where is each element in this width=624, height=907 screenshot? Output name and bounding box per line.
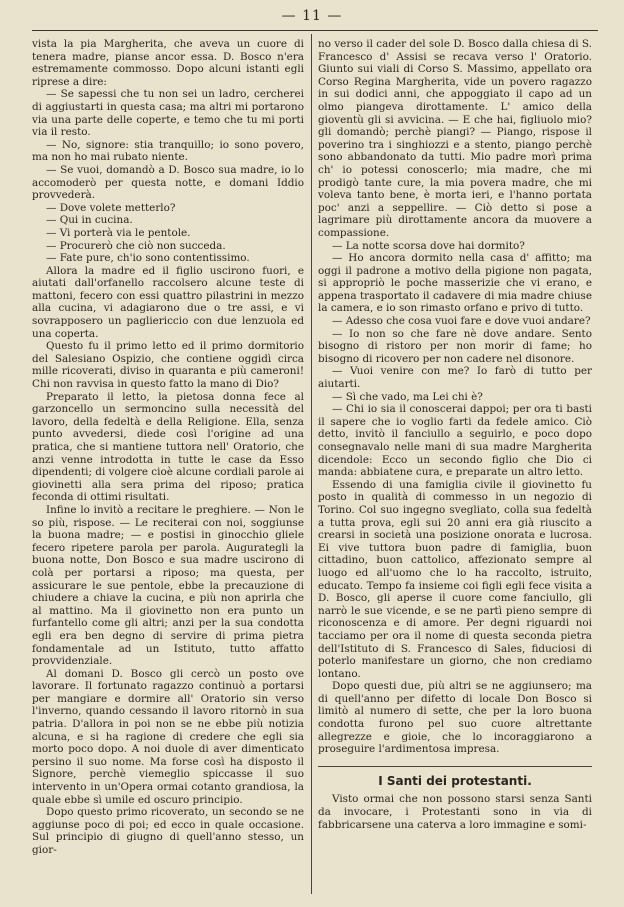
section-rule — [318, 766, 592, 767]
paragraph: — Fate pure, ch'io sono contentissimo. — [46, 252, 250, 265]
paragraph: vista la pia Margherita, che aveva un cuore di tenera madre, pianse ancor essa. D. Bosco n'era estremamente commosso. Dopo alcuni istanti egli riprese a dire: — [32, 38, 304, 88]
paragraph: — Adesso che cosa vuoi fare e dove vuoi andare? — [332, 315, 591, 328]
paragraph: — Dove volete metterlo? — [46, 201, 176, 214]
section-paragraph: Visto ormai che non possono starsi senza Santi da invocare, i Protestanti sono in via di fabbricarsene una caterva a loro immagine e somi- — [318, 793, 592, 831]
right-column — [318, 38, 592, 831]
paragraph: Questo fu il primo letto ed il primo dormitorio del Salesiano Ospizio, che contiene oggidì circa mille ricoverati, diviso in quaranta e più cameroni! Chi non ravvisa in questo fatto la mano di Dio? — [32, 340, 304, 391]
paragraph: — Se vuoi, domandò a D. Bosco sua madre, io lo accomoderò per questa notte, e domani Iddio provvederà. — [32, 163, 304, 202]
paragraph: Dopo questo primo ricoverato, un secondo se ne aggiunse poco di poi; ed ecco in quale occasione. Sul principio di giugno di quell'anno stesso, un gior- — [32, 806, 304, 856]
paragraph: Infine lo invitò a recitare le preghiere. — Non le so più, rispose. — Le reciterai con noi, soggiunse la buona madre; — e postisi in ginocchio gliele fecero ripetere parola per parola. Augurategli la buona notte, Don Bosco e sua madre uscirono di colà per portarsi a riposo; ma questa, per assicurare le sue pentole, ebbe la precauzione di chiudere a chiave la cucina, e più non aprirla che al mattino. Ma il giovinetto non era punto un furfantello come gli altri; anzi per la sua condotta egli era ben degno di servire di prima pietra fondamentale ad un Istituto, tutto affatto provvidenziale. — [32, 503, 304, 668]
paragraph: Al domani D. Bosco gli cercò un posto ove lavorare. Il fortunato ragazzo continuò a portarsi per mangiare e dormire all' Oratorio sin verso l'inverno, quando cessando il lavoro ritornò in sua patria. D'allora in poi non se ne ebbe più notizia alcuna, e si ha ragione di credere che egli sia morto poco dopo. A noi duole di aver dimenticato persino il suo nome. Ma forse così ha disposto il Signore, perchè viemeglio spiccasse il suo intervento in un'Opera ormai cotanto grandiosa, la quale ebbe sì umile ed oscuro principio. — [32, 667, 304, 806]
paragraph: Dopo questi due, più altri se ne aggiunsero; ma di quell'anno per difetto di locale Don Bosco si limitò al numero di sette, che per la loro buona condotta furono pel suo cuore altrettante allegrezze e gioie, che lo incoraggiarono a proseguire l'ardimentosa impresa. — [318, 680, 592, 756]
right-column-body — [318, 38, 592, 756]
left-column — [32, 38, 304, 857]
paragraph: — No, signore: stia tranquillo; io sono povero, ma non ho mai rubato niente. — [32, 138, 304, 164]
paragraph: — La notte scorsa dove hai dormito? — [332, 239, 525, 252]
paragraph: — Vi porterà via le pentole. — [46, 226, 191, 239]
column-divider — [311, 34, 312, 894]
paragraph: — Sì che vado, ma Lei chi è? — [332, 390, 483, 403]
paragraph: — Procurerò che ciò non succeda. — [46, 239, 226, 252]
paragraph: — Qui in cucina. — [46, 214, 133, 227]
paragraph: — Se sapessi che tu non sei un ladro, cercherei di aggiustarti in questa casa; ma altri mi portarono via una parte delle coperte, e temo che tu mi porti via il resto. — [32, 88, 304, 139]
paragraph: Essendo di una famiglia civile il giovinetto fu posto in qualità di commesso in un negozio di Torino. Col suo ingegno svegliato, colla sua fedeltà a tutta prova, egli sui 20 anni era già riuscito a crearsi in società una posizione onorata e lucrosa. Ei vive tuttora buon padre di famiglia, buon cittadino, buon cattolico, affezionato sempre al luogo ed all'uomo che lo ha raccolto, istruito, educato. Tempo fa insieme coi figli egli fece visita a D. Bosco, gli aperse il cuore come fanciullo, gli narrò le sue vicende, e se ne partì pieno sempre di riconoscenza e di amore. Per degni riguardi noi tacciamo per ora il nome di questa seconda pietra dell'Istituto di S. Francesco di Sales, fiduciosi di poterlo manifestare un giorno, che non crediamo lontano. — [318, 478, 592, 680]
paragraph: no verso il cader del sole D. Bosco dalla chiesa di S. Francesco d' Assisi se recava verso l' Oratorio. Giunto sui viali di Corso S. Massimo, appellato ora Corso Regina Margherita, vide un povero ragazzo in sui dodici anni, che appoggiato il capo ad un olmo piangeva dirottamente. L' amico della gioventù gli si avvicina. — E che hai, figliuolo mio? gli domandò; perchè piangi? — Piango, rispose il poverino tra i singhiozzi e a stento, piango perchè sono abbandonato da tutti. Mio padre morì prima ch' io potessi conoscerlo; mia madre, che mi prodigò tante cure, la mia povera madre, che mi voleva tanto bene, è morta ieri, e l'hanno portata poc' anzi a seppellire. — Ciò detto si pose a lagrimare più dirottamente ancora da muovere a compassione. — [318, 38, 592, 239]
page-number: — 11 — — [281, 8, 343, 24]
header-rule — [32, 30, 598, 31]
paragraph: — Io non so che fare nè dove andare. Sento bisogno di ristoro per non morir di fame; ho bisogno di ricovero per non cadere nel disonore. — [318, 327, 592, 365]
section-title: I Santi dei protestanti. — [378, 773, 532, 788]
paragraph: — Chi io sia il conoscerai dappoi; per ora ti basti il sapere che io voglio farti da fedele amico. Ciò detto, invitò il fanciullo a seguirlo, e poco dopo consegnavalo nelle mani di sua madre Margherita dicendole: Ecco un secondo figlio che Dio ci manda: abbiatene cura, e preparate un altro letto. — [318, 403, 592, 479]
paragraph: — Vuoi venire con me? Io farò di tutto per aiutarti. — [318, 365, 592, 391]
paragraph: Allora la madre ed il figlio uscirono fuori, e aiutati dall'orfanello raccolsero alcune teste di mattoni, fecero con essi quattro pilastrini in mezzo alla cucina, vi adagiarono due o tre assi, e vi sovrapposero un pagliericcio con due lenzuola ed una coperta. — [32, 264, 304, 340]
paragraph: — Ho ancora dormito nella casa d' affitto; ma oggi il padrone a motivo della pigione non pagata, si appropriò le poche masserizie che vi erano, e appena trasportato il cadavere di mia madre chiuse la camera, e io son rimasto orfano e privo di tutto. — [318, 252, 592, 315]
paragraph: Preparato il letto, la pietosa donna fece al garzoncello un sermoncino sulla necessità del lavoro, della fedeltà e della Religione. Ella, senza punto avvedersi, diede così l'origine ad una pratica, che si mantiene tuttora nell' Oratorio, che anzi venne introdotta in tutte le case da Esso dipendenti; di volgere cioè alcune cordiali parole ai giovinetti alla sera prima del riposo; pratica feconda di ottimi risultati. — [32, 390, 304, 504]
